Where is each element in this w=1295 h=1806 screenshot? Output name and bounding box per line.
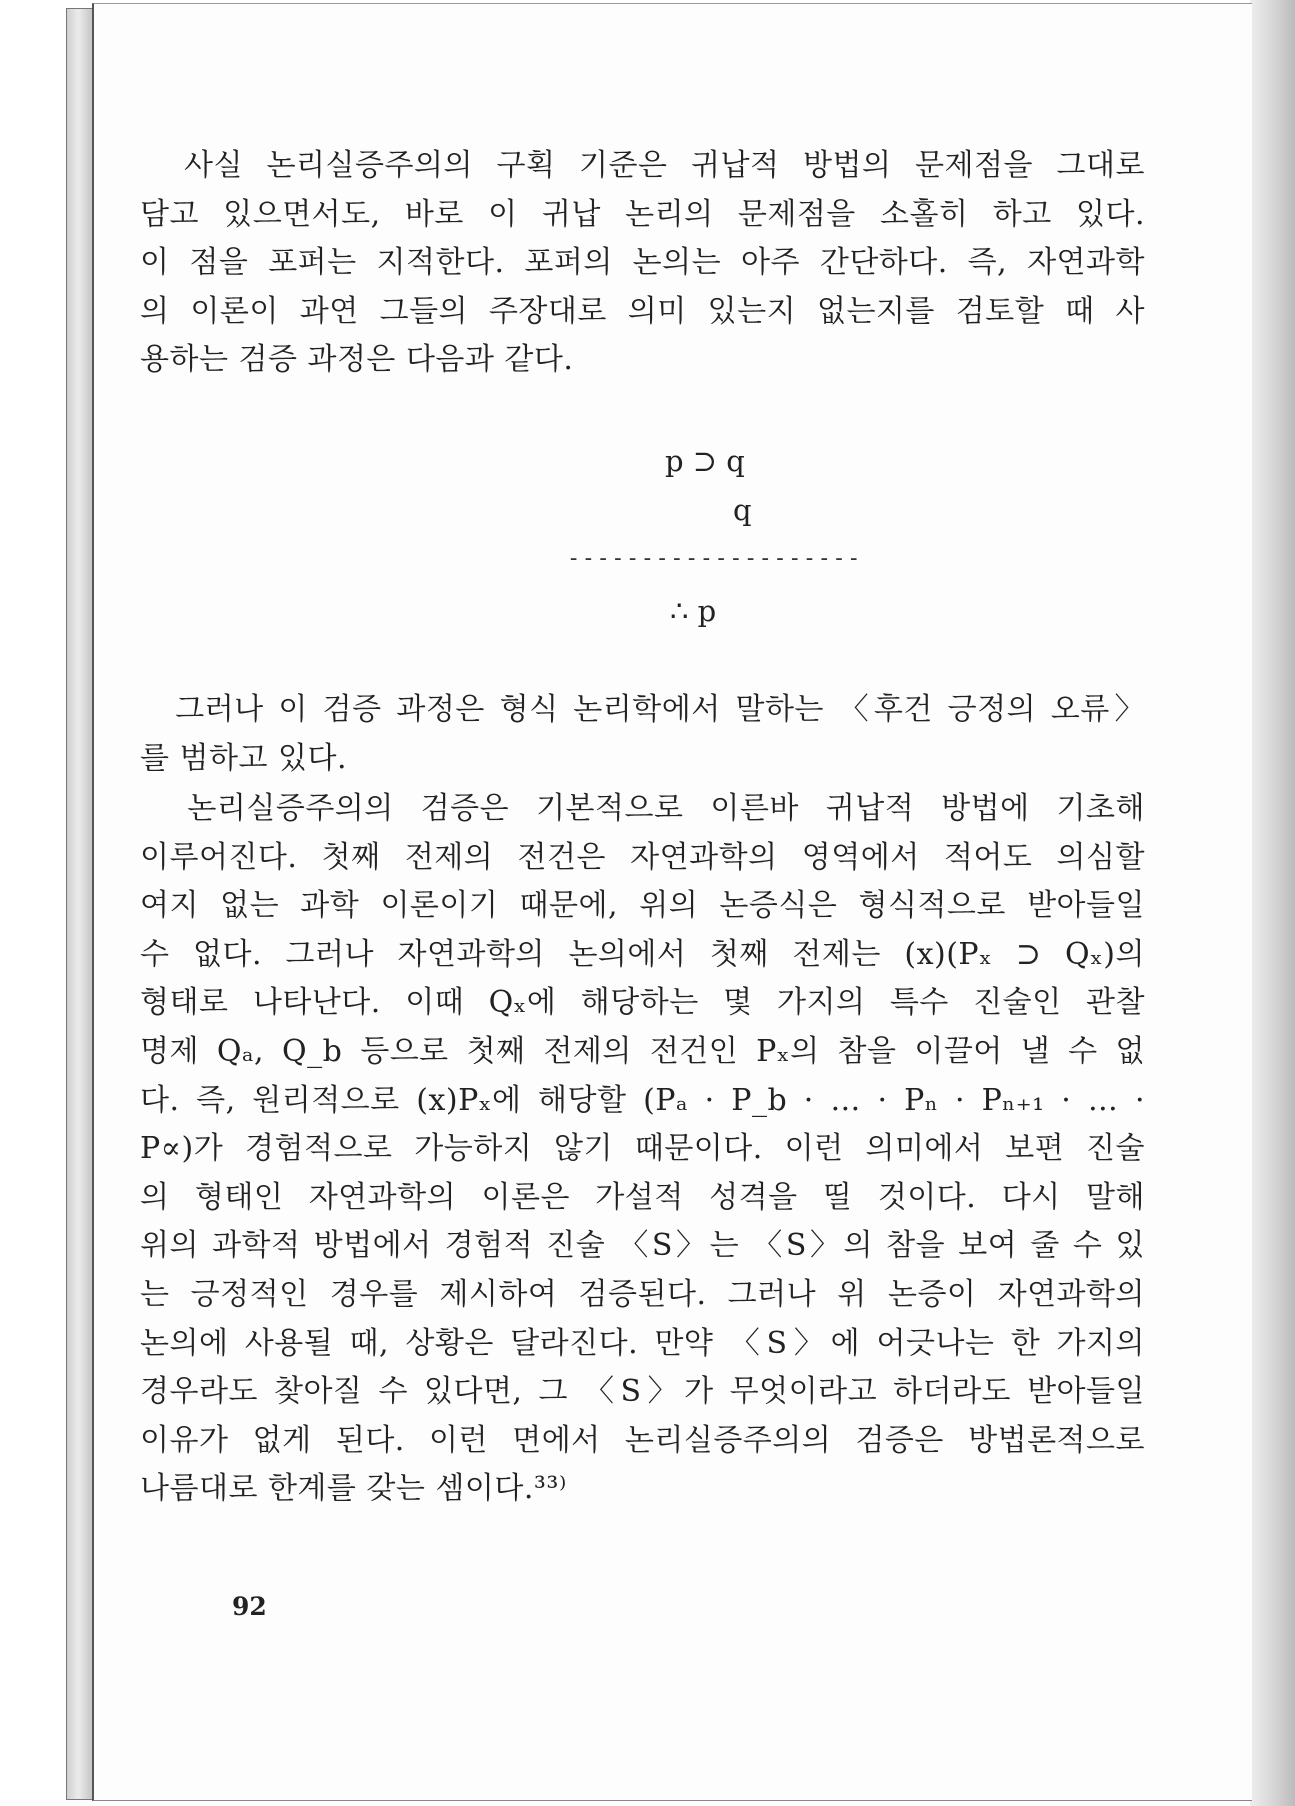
text-line: 의 이론이 과연 그들의 주장대로 의미 있는지 없는지를 검토할 때 사	[140, 293, 1145, 329]
text-line: 를 범하고 있다.	[140, 740, 347, 776]
text-line: 논의에 사용될 때, 상황은 달라진다. 만약 〈S〉에 어긋나는 한 가지의	[140, 1325, 1145, 1361]
text-line: 나름대로 한계를 갖는 셈이다.³³⁾	[140, 1471, 567, 1507]
text-line: 형태로 나타난다. 이때 Qₓ에 해당하는 몇 가지의 특수 진술인 관찰	[140, 985, 1145, 1021]
text-line: 의 형태인 자연과학의 이론은 가설적 성격을 띨 것이다. 다시 말해	[140, 1179, 1145, 1215]
page-stack-right-edge	[1250, 0, 1295, 1806]
paragraph-intro	[140, 142, 1145, 385]
text-line: 명제 Qₐ, Q_b 등으로 첫째 전제의 전건인 Pₓ의 참을 이끌어 낼 수 없	[140, 1033, 1145, 1069]
text-line: 이루어진다. 첫째 전제의 전건은 자연과학의 영역에서 적어도 의심할	[140, 839, 1145, 875]
text-line: 그러나 이 검증 과정은 형식 논리학에서 말하는 〈후건 긍정의 오류〉	[140, 692, 1145, 727]
text-line: 이 점을 포퍼는 지적한다. 포퍼의 논의는 아주 간단하다. 즉, 자연과학	[140, 245, 1145, 281]
text-line: 용하는 검증 과정은 다음과 같다.	[140, 342, 574, 378]
text-line: 위의 과학적 방법에서 경험적 진술 〈S〉는 〈S〉의 참을 보여 줄 수 있	[140, 1228, 1145, 1264]
text-line: 담고 있으면서도, 바로 이 귀납 논리의 문제점을 소홀히 하고 있다.	[140, 196, 1145, 232]
text-line: 수 없다. 그러나 자연과학의 논의에서 첫째 전제는 (x)(Pₓ ⊃ Qₓ)의	[140, 936, 1145, 972]
text-line: 다. 즉, 원리적으로 (x)Pₓ에 해당할 (Pₐ · P_b · … · Pₙ · Pₙ₊₁ · … ·	[140, 1082, 1145, 1118]
formula-rule: --------------------	[567, 546, 862, 571]
paragraph-verification	[140, 785, 1145, 1514]
formula-conclusion: ∴ p	[670, 594, 717, 628]
text-line: 논리실증주의의 검증은 기본적으로 이른바 귀납적 방법에 기초해	[140, 791, 1145, 826]
formula-premise-2: q	[733, 493, 752, 527]
text-line: 이유가 없게 된다. 이런 면에서 논리실증주의의 검증은 방법론적으로	[140, 1422, 1145, 1458]
page-number: 92	[232, 1592, 267, 1621]
formula-premise-1: p ⊃ q	[665, 444, 745, 478]
text-line: 사실 논리실증주의의 구획 기준은 귀납적 방법의 문제점을 그대로	[140, 148, 1145, 183]
text-line: 경우라도 찾아질 수 있다면, 그 〈S〉가 무엇이라고 하더라도 받아들일	[140, 1374, 1145, 1410]
text-line: P∝)가 경험적으로 가능하지 않기 때문이다. 이런 의미에서 보편 진술	[140, 1131, 1145, 1167]
text-line: 는 긍정적인 경우를 제시하여 검증된다. 그러나 위 논증이 자연과학의	[140, 1276, 1145, 1312]
text-line: 여지 없는 과학 이론이기 때문에, 위의 논증식은 형식적으로 받아들일	[140, 888, 1145, 924]
paragraph-fallacy	[140, 686, 1145, 783]
